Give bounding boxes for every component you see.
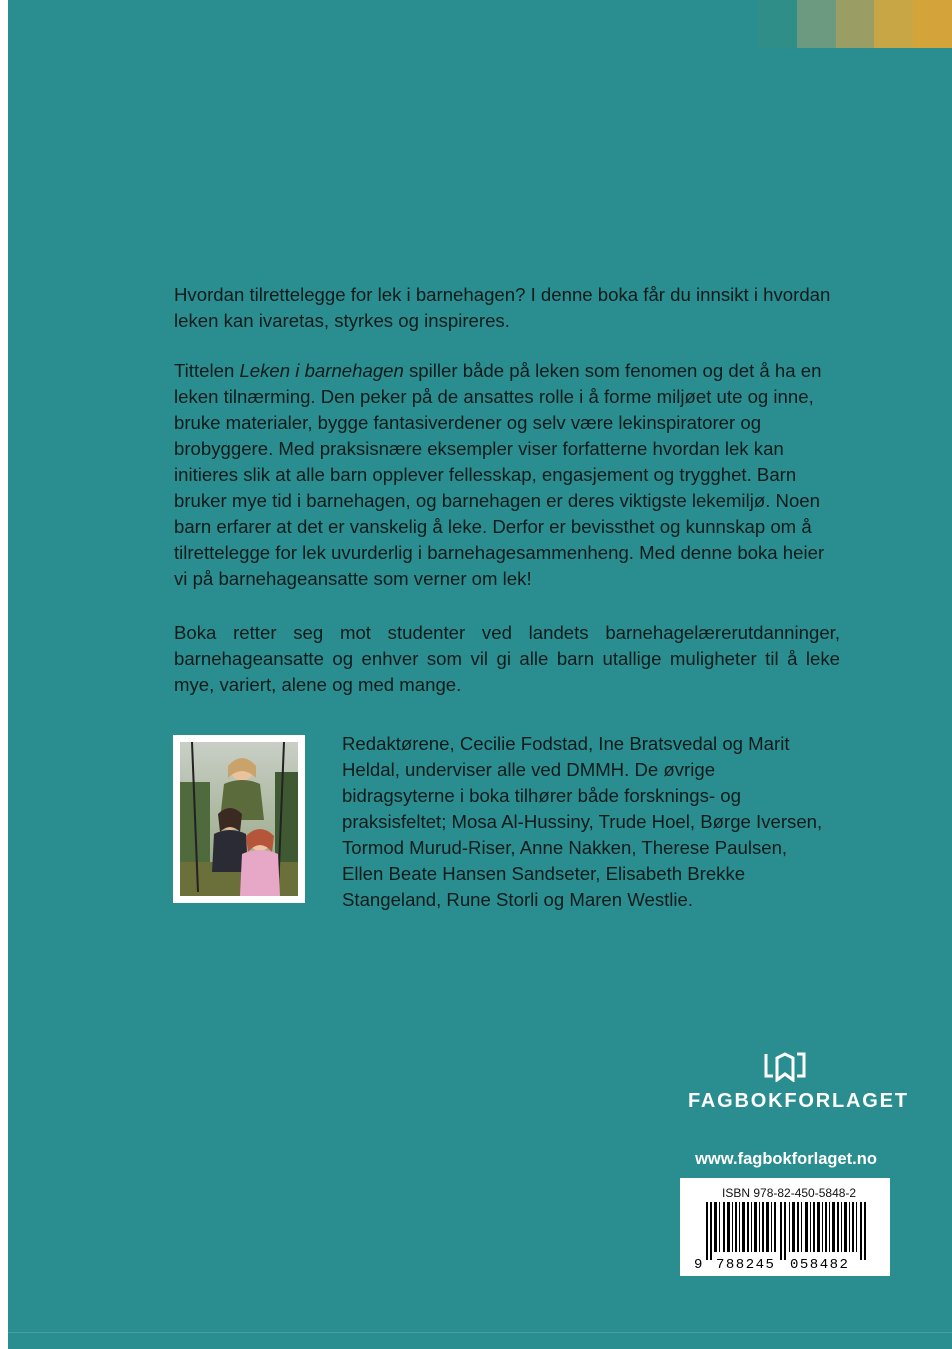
isbn-digits-group2: 058482 — [790, 1257, 850, 1270]
page-trim-bottom — [0, 1332, 952, 1349]
editors-photo — [173, 735, 305, 903]
description-paragraph — [174, 358, 840, 592]
stripe-5 — [913, 0, 952, 48]
color-stripes — [758, 0, 952, 48]
description-lead: Tittelen — [174, 360, 240, 381]
book-logo-icon — [763, 1052, 807, 1082]
editors-photo-image — [180, 742, 298, 896]
barcode-bars — [692, 1202, 880, 1270]
description-body: spiller både på leken som fenomen og det å ha en leken tilnærming. Den peker på de ansattes rolle i å forme miljøet ute og inne, bruke materialer, bygge fantasiverdener og selv være lekinspiratorer og brobyggere. Med praksisnære eksempler viser forfatterne hvordan lek kan initieres slik at alle barn opplever fellesskap, engasjement og trygghet. Barn bruker mye tid i barnehagen, og barnehagen er deres viktigste lekemiljø. Noen barn erfarer at det er vanskelig å leke. Derfor er bevissthet og kunnskap om å tilrettelegge for lek uvurderlig i barnehagesammenheng. Med denne boka heier vi på barnehageansatte som verner om lek! — [174, 360, 825, 589]
stripe-3 — [836, 0, 875, 48]
isbn-digit-first: 9 — [694, 1257, 703, 1270]
publisher-name: FAGBOKFORLAGET — [688, 1090, 909, 1112]
isbn-label: ISBN 978-82-450-5848-2 — [722, 1186, 857, 1200]
stripe-1 — [758, 0, 797, 48]
editors-paragraph: Redaktørene, Cecilie Fodstad, Ine Bratsvedal og Marit Heldal, underviser alle ved DMMH. De øvrige bidragsyterne i boka tilhører både forsknings- og praksisfeltet; Mosa Al-Hussiny, Trude Hoel, Børge Iversen, Tormod Murud-Riser, Anne Nakken, Therese Paulsen, Ellen Beate Hansen Sandseter, Elisabeth Brekke Stangeland, Rune Storli og Maren Westlie. — [342, 733, 823, 910]
publisher-logo — [688, 1052, 909, 1113]
book-title: Leken i barnehagen — [239, 360, 404, 381]
isbn-digits-group1: 788245 — [716, 1257, 776, 1270]
stripe-4 — [874, 0, 913, 48]
page-trim — [0, 0, 8, 1349]
isbn-barcode — [680, 1178, 890, 1276]
publisher-url[interactable]: www.fagbokforlaget.no — [695, 1150, 877, 1168]
stripe-2 — [797, 0, 836, 48]
intro-paragraph: Hvordan tilrettelegge for lek i barnehagen? I denne boka får du innsikt i hvordan leken kan ivaretas, styrkes og inspireres. — [174, 284, 831, 331]
audience-paragraph: Boka retter seg mot studenter ved landets barnehagelærerutdanninger, barnehageansatte og enhver som vil gi alle barn utallige muligheter til å leke mye, variert, alene og med mange. — [174, 622, 840, 695]
